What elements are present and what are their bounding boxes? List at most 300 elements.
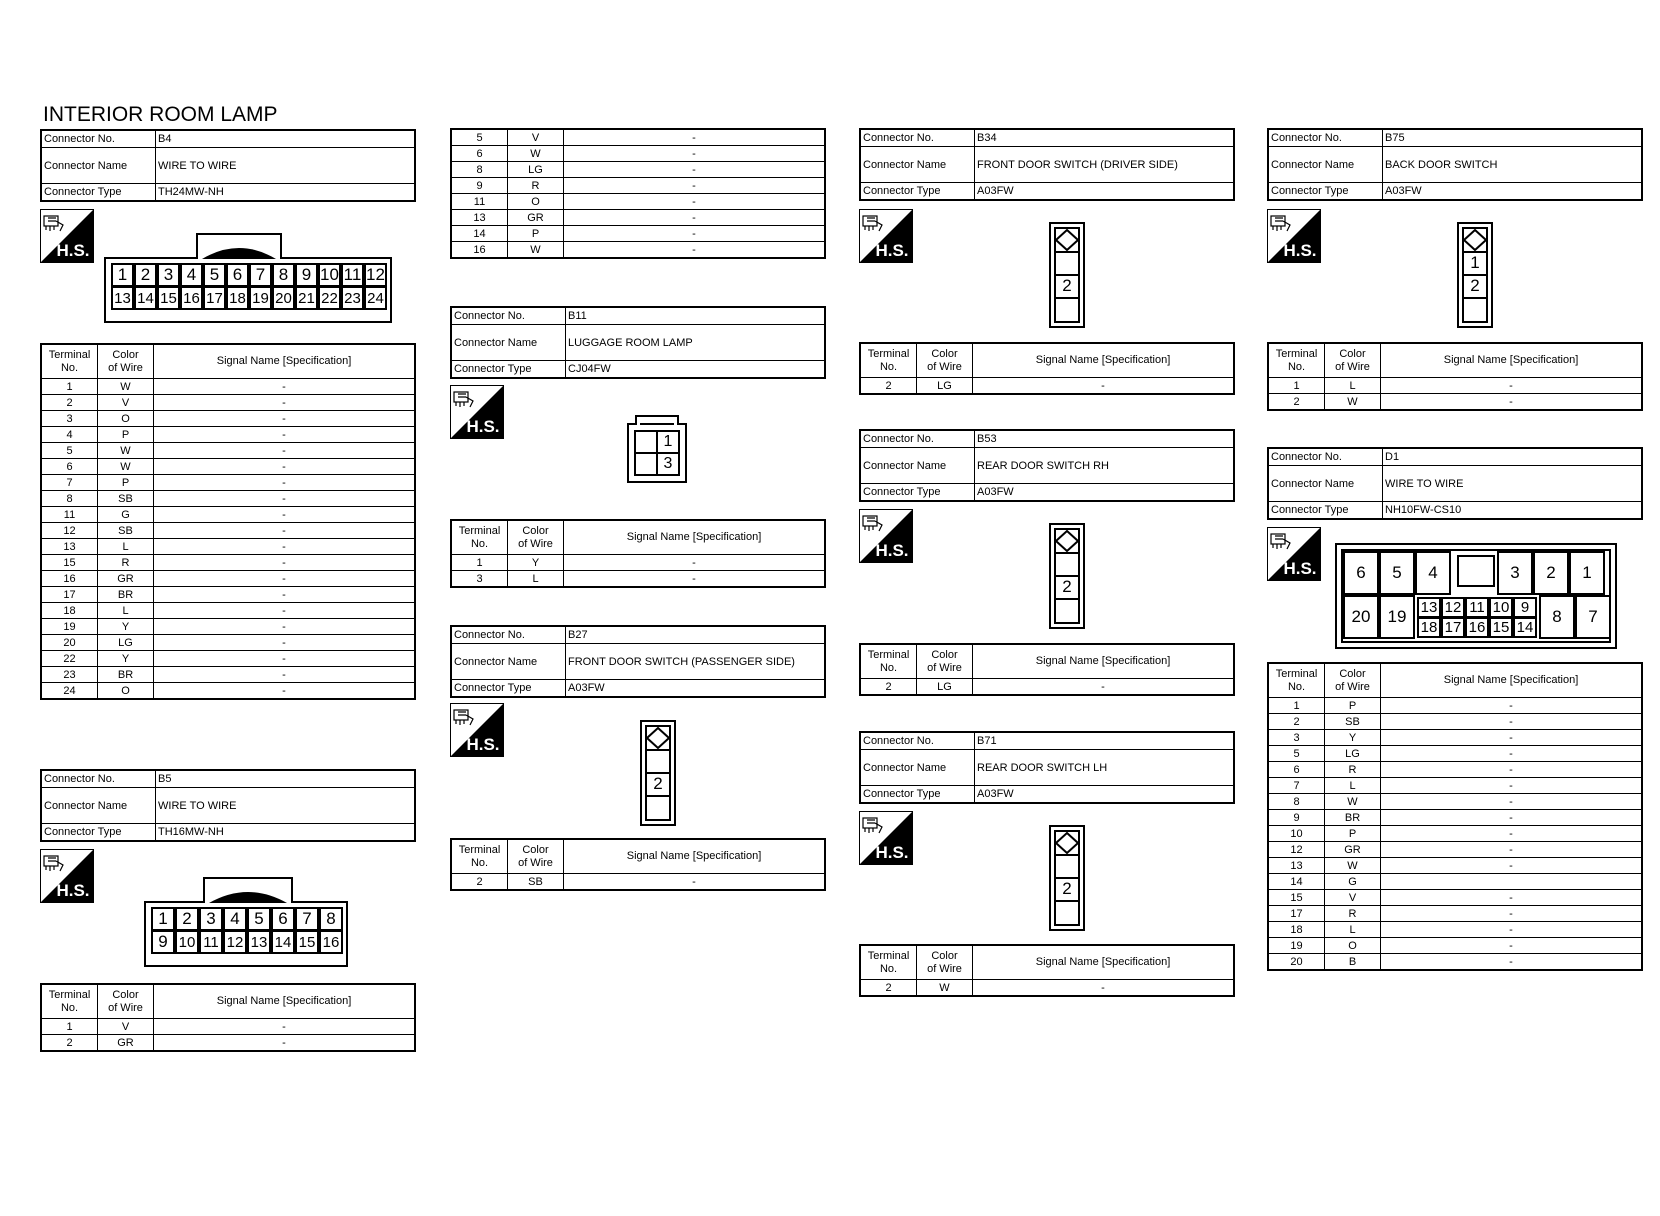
pin-cell: 2 xyxy=(175,907,199,931)
connector-b53-header xyxy=(859,429,1235,502)
pin-label: 2 xyxy=(1062,275,1072,295)
connector-name-label: Connector Name xyxy=(1268,466,1383,502)
wire-color-cell: Y xyxy=(1325,730,1381,746)
pin-label: 1 xyxy=(1470,252,1480,272)
terminal-no-header: Terminal No. xyxy=(41,344,98,379)
wire-color-cell: R xyxy=(508,178,564,194)
connector-type-label: Connector Type xyxy=(451,361,566,379)
connector-no-label: Connector No. xyxy=(41,770,156,788)
pin-cell: 1 xyxy=(1569,551,1605,595)
svg-text:H.S.: H.S. xyxy=(875,843,909,862)
connector-face-diagram xyxy=(1457,222,1493,328)
pin-cell: 13 xyxy=(1417,597,1441,618)
pin-cell: 11 xyxy=(341,263,364,287)
terminal-no-cell: 20 xyxy=(41,635,98,651)
connector-name-value: WIRE TO WIRE xyxy=(1383,466,1643,502)
page-title: INTERIOR ROOM LAMP xyxy=(43,103,278,126)
pin-cell: 1 xyxy=(111,263,134,287)
terminal-no-cell: 9 xyxy=(1268,810,1325,826)
connector-face-diagram xyxy=(1049,825,1085,931)
pin-cell xyxy=(1457,555,1495,587)
pin-cell: 9 xyxy=(295,263,318,287)
pin-cell: 16 xyxy=(1465,617,1489,638)
table-row xyxy=(41,587,415,603)
signal-name-cell: - xyxy=(1381,954,1643,971)
terminal-no-cell: 2 xyxy=(451,874,508,891)
wire-color-cell: SB xyxy=(508,874,564,891)
pin-cell: 6 xyxy=(271,907,295,931)
terminal-no-cell: 18 xyxy=(1268,922,1325,938)
signal-name-cell: - xyxy=(154,427,416,443)
table-row xyxy=(41,539,415,555)
pin-cell: 23 xyxy=(341,286,364,310)
connector-type-label: Connector Type xyxy=(860,786,975,804)
signal-name-cell: - xyxy=(1381,730,1643,746)
signal-name-cell: - xyxy=(154,555,416,571)
wire-color-cell: W xyxy=(98,443,154,459)
connector-no-label: Connector No. xyxy=(451,626,566,644)
terminal-no-header: Terminal No. xyxy=(860,343,917,378)
table-row xyxy=(1268,730,1642,746)
signal-name-cell: - xyxy=(564,226,826,242)
terminal-no-cell: 22 xyxy=(41,651,98,667)
wire-color-cell: BR xyxy=(1325,810,1381,826)
pin-cell: 14 xyxy=(1513,617,1537,638)
connector-d1-header xyxy=(1267,447,1643,520)
connector-no-label: Connector No. xyxy=(41,130,156,148)
connector-name-label: Connector Name xyxy=(451,644,566,680)
connector-face-diagram xyxy=(1049,523,1085,629)
signal-name-cell: - xyxy=(1381,826,1643,842)
wire-color-cell: SB xyxy=(98,523,154,539)
table-row xyxy=(1268,938,1642,954)
connector-name-value: FRONT DOOR SWITCH (DRIVER SIDE) xyxy=(975,147,1235,183)
connector-no-value: B11 xyxy=(566,307,826,325)
terminal-no-cell: 15 xyxy=(1268,890,1325,906)
signal-name-cell: - xyxy=(1381,778,1643,794)
terminal-no-cell: 18 xyxy=(41,603,98,619)
table-row xyxy=(451,178,825,194)
signal-name-cell: - xyxy=(154,619,416,635)
signal-name-cell: - xyxy=(564,178,826,194)
terminal-no-cell: 1 xyxy=(41,1019,98,1035)
terminal-no-cell: 15 xyxy=(41,555,98,571)
wire-color-cell: V xyxy=(508,129,564,146)
terminal-no-cell: 10 xyxy=(1268,826,1325,842)
table-row xyxy=(41,411,415,427)
harness-side-icon xyxy=(40,209,94,263)
table-row xyxy=(1268,778,1642,794)
wire-color-cell: Y xyxy=(98,651,154,667)
wire-color-cell: R xyxy=(98,555,154,571)
terminal-no-cell: 1 xyxy=(1268,698,1325,714)
pin-cell: 10 xyxy=(318,263,341,287)
harness-side-icon xyxy=(859,209,913,263)
signal-name-cell: - xyxy=(1381,890,1643,906)
pin-cell: 3 xyxy=(1497,551,1533,595)
table-row xyxy=(1268,394,1642,411)
signal-name-cell: - xyxy=(564,162,826,178)
svg-text:H.S.: H.S. xyxy=(875,541,909,560)
table-row xyxy=(41,619,415,635)
connector-type-value: A03FW xyxy=(1383,183,1643,201)
connector-type-label: Connector Type xyxy=(1268,502,1383,520)
wire-color-cell: W xyxy=(508,146,564,162)
connector-b34-header xyxy=(859,128,1235,201)
terminal-no-cell: 19 xyxy=(1268,938,1325,954)
pin-cell: 8 xyxy=(1539,595,1575,639)
signal-name-cell: - xyxy=(1381,762,1643,778)
terminal-no-cell: 20 xyxy=(1268,954,1325,971)
signal-name-cell: - xyxy=(564,571,826,588)
connector-no-value: B34 xyxy=(975,129,1235,147)
terminal-no-cell: 2 xyxy=(860,378,917,395)
wire-color-cell: L xyxy=(1325,778,1381,794)
signal-name-cell: - xyxy=(1381,938,1643,954)
table-row xyxy=(451,226,825,242)
terminal-table xyxy=(450,838,826,891)
terminal-no-cell: 17 xyxy=(41,587,98,603)
pin-cell: 4 xyxy=(1415,551,1451,595)
signal-name-cell: - xyxy=(154,539,416,555)
pin-cell: 4 xyxy=(223,907,247,931)
table-row xyxy=(41,1019,415,1035)
pin-cell: 8 xyxy=(319,907,343,931)
signal-name-cell: - xyxy=(154,603,416,619)
connector-name-value: FRONT DOOR SWITCH (PASSENGER SIDE) xyxy=(566,644,826,680)
terminal-no-cell: 3 xyxy=(451,571,508,588)
terminal-no-cell: 16 xyxy=(451,242,508,259)
connector-no-value: B71 xyxy=(975,732,1235,750)
pin-cell: 20 xyxy=(272,286,295,310)
signal-name-cell: - xyxy=(973,980,1235,997)
terminal-no-cell: 3 xyxy=(41,411,98,427)
wire-color-cell: GR xyxy=(98,571,154,587)
terminal-no-cell: 1 xyxy=(1268,378,1325,394)
terminal-no-cell: 8 xyxy=(1268,794,1325,810)
table-row xyxy=(1268,746,1642,762)
connector-type-value: A03FW xyxy=(975,786,1235,804)
connector-type-value: A03FW xyxy=(566,680,826,698)
pin-cell: 18 xyxy=(226,286,249,310)
connector-name-value: LUGGAGE ROOM LAMP xyxy=(566,325,826,361)
signal-name-cell: - xyxy=(154,395,416,411)
table-row xyxy=(41,395,415,411)
terminal-no-header: Terminal No. xyxy=(1268,663,1325,698)
table-row xyxy=(1268,842,1642,858)
wire-color-cell: W xyxy=(1325,858,1381,874)
pin-cell: 17 xyxy=(1441,617,1465,638)
connector-type-value: A03FW xyxy=(975,484,1235,502)
connector-type-label: Connector Type xyxy=(1268,183,1383,201)
connector-no-label: Connector No. xyxy=(1268,129,1383,147)
connector-no-label: Connector No. xyxy=(451,307,566,325)
color-wire-header: Color of Wire xyxy=(917,644,973,679)
terminal-no-cell: 6 xyxy=(41,459,98,475)
table-row xyxy=(41,379,415,395)
signal-name-cell: - xyxy=(564,194,826,210)
pin-cell: 19 xyxy=(249,286,272,310)
pin-cell: 15 xyxy=(295,930,319,954)
terminal-no-cell: 11 xyxy=(451,194,508,210)
table-row xyxy=(41,683,415,700)
table-row xyxy=(41,523,415,539)
terminal-no-cell: 11 xyxy=(41,507,98,523)
terminal-no-cell: 13 xyxy=(451,210,508,226)
table-row xyxy=(860,679,1234,696)
signal-name-cell: - xyxy=(154,523,416,539)
pin-cell: 10 xyxy=(175,930,199,954)
table-row xyxy=(451,194,825,210)
pin-label: 2 xyxy=(1062,878,1072,898)
terminal-no-cell: 1 xyxy=(451,555,508,571)
signal-name-cell: - xyxy=(1381,714,1643,730)
harness-side-icon xyxy=(859,509,913,563)
pin-label: 2 xyxy=(1062,576,1072,596)
wire-color-cell: LG xyxy=(917,378,973,395)
wire-color-cell: Y xyxy=(98,619,154,635)
wire-color-cell: GR xyxy=(508,210,564,226)
connector-face-diagram xyxy=(1335,543,1617,649)
table-row xyxy=(41,443,415,459)
wire-color-cell: SB xyxy=(98,491,154,507)
signal-name-cell: - xyxy=(1381,394,1643,411)
terminal-table xyxy=(1267,662,1643,971)
pin-cell: 10 xyxy=(1489,597,1513,618)
pin-cell: 16 xyxy=(319,930,343,954)
connector-name-label: Connector Name xyxy=(860,448,975,484)
terminal-table xyxy=(40,983,416,1052)
pin-cell: 4 xyxy=(180,263,203,287)
terminal-no-cell: 2 xyxy=(1268,714,1325,730)
wire-color-cell: O xyxy=(508,194,564,210)
table-row xyxy=(860,980,1234,997)
table-row xyxy=(1268,858,1642,874)
signal-name-cell: - xyxy=(154,683,416,700)
terminal-table xyxy=(859,643,1235,696)
wire-color-cell: L xyxy=(98,539,154,555)
connector-b71-header xyxy=(859,731,1235,804)
signal-name-cell: - xyxy=(564,555,826,571)
table-row xyxy=(1268,378,1642,394)
signal-name-cell: - xyxy=(154,491,416,507)
harness-side-icon xyxy=(1267,527,1321,581)
connector-face-diagram xyxy=(640,720,676,826)
wire-color-cell: P xyxy=(1325,826,1381,842)
svg-text:H.S.: H.S. xyxy=(875,241,909,260)
signal-name-cell: - xyxy=(154,651,416,667)
signal-name-cell: - xyxy=(154,475,416,491)
wire-color-cell: P xyxy=(98,427,154,443)
pin-cell: 5 xyxy=(247,907,271,931)
terminal-no-cell: 14 xyxy=(451,226,508,242)
harness-side-icon xyxy=(450,385,504,439)
connector-type-value: TH24MW-NH xyxy=(156,184,416,202)
table-row xyxy=(1268,762,1642,778)
pin-cell xyxy=(634,452,658,476)
terminal-no-cell: 12 xyxy=(41,523,98,539)
svg-text:H.S.: H.S. xyxy=(56,241,90,260)
color-wire-header: Color of Wire xyxy=(917,343,973,378)
svg-text:H.S.: H.S. xyxy=(1283,559,1317,578)
terminal-no-cell: 8 xyxy=(41,491,98,507)
wire-color-cell: P xyxy=(508,226,564,242)
table-row xyxy=(41,459,415,475)
connector-name-label: Connector Name xyxy=(41,148,156,184)
terminal-no-header: Terminal No. xyxy=(1268,343,1325,378)
connector-no-label: Connector No. xyxy=(860,732,975,750)
signal-name-header: Signal Name [Specification] xyxy=(564,520,826,555)
terminal-no-cell: 16 xyxy=(41,571,98,587)
signal-name-cell: - xyxy=(154,411,416,427)
terminal-no-cell: 3 xyxy=(1268,730,1325,746)
terminal-no-header: Terminal No. xyxy=(41,984,98,1019)
pin-label: 2 xyxy=(1470,275,1480,295)
wire-color-cell: O xyxy=(98,683,154,700)
terminal-no-cell: 13 xyxy=(41,539,98,555)
pin-cell: 7 xyxy=(1575,595,1611,639)
terminal-no-cell: 14 xyxy=(1268,874,1325,890)
terminal-no-cell: 8 xyxy=(451,162,508,178)
terminal-no-cell: 1 xyxy=(41,379,98,395)
terminal-table xyxy=(859,342,1235,395)
wire-color-cell: L xyxy=(98,603,154,619)
pin-cell: 13 xyxy=(247,930,271,954)
signal-name-cell: - xyxy=(1381,842,1643,858)
terminal-table xyxy=(450,128,826,259)
table-row xyxy=(1268,890,1642,906)
table-row xyxy=(41,475,415,491)
wire-color-cell: P xyxy=(98,475,154,491)
harness-side-icon xyxy=(40,849,94,903)
terminal-no-header: Terminal No. xyxy=(860,644,917,679)
table-row xyxy=(1268,794,1642,810)
signal-name-cell: - xyxy=(1381,858,1643,874)
signal-name-cell: - xyxy=(154,1035,416,1052)
table-row xyxy=(1268,906,1642,922)
pin-cell: 3 xyxy=(656,452,680,476)
pin-cell: 6 xyxy=(1343,551,1379,595)
terminal-no-header: Terminal No. xyxy=(451,520,508,555)
signal-name-header: Signal Name [Specification] xyxy=(1381,663,1643,698)
color-wire-header: Color of Wire xyxy=(98,344,154,379)
pin-cell: 2 xyxy=(1533,551,1569,595)
signal-name-cell: - xyxy=(154,443,416,459)
connector-name-label: Connector Name xyxy=(451,325,566,361)
pin-cell: 18 xyxy=(1417,617,1441,638)
table-row xyxy=(451,210,825,226)
pin-label: 2 xyxy=(653,773,663,793)
connector-name-label: Connector Name xyxy=(860,147,975,183)
pin-cell: 3 xyxy=(157,263,180,287)
wire-color-cell: R xyxy=(1325,762,1381,778)
connector-b5-header xyxy=(40,769,416,842)
pin-cell: 3 xyxy=(199,907,223,931)
connector-no-value: B27 xyxy=(566,626,826,644)
wire-color-cell: LG xyxy=(98,635,154,651)
wire-color-cell: G xyxy=(98,507,154,523)
table-row xyxy=(41,491,415,507)
signal-name-cell: - xyxy=(154,571,416,587)
color-wire-header: Color of Wire xyxy=(98,984,154,1019)
signal-name-cell: - xyxy=(154,635,416,651)
pin-cell: 24 xyxy=(364,286,387,310)
table-row xyxy=(41,651,415,667)
terminal-no-cell: 5 xyxy=(1268,746,1325,762)
connector-no-value: D1 xyxy=(1383,448,1643,466)
connector-name-value: REAR DOOR SWITCH RH xyxy=(975,448,1235,484)
table-row xyxy=(41,427,415,443)
signal-name-header: Signal Name [Specification] xyxy=(564,839,826,874)
wire-color-cell: LG xyxy=(508,162,564,178)
terminal-no-cell: 4 xyxy=(41,427,98,443)
signal-name-cell: - xyxy=(154,667,416,683)
terminal-table xyxy=(859,944,1235,997)
table-row xyxy=(41,555,415,571)
table-row xyxy=(1268,698,1642,714)
connector-no-label: Connector No. xyxy=(860,129,975,147)
connector-type-value: A03FW xyxy=(975,183,1235,201)
connector-name-value: BACK DOOR SWITCH xyxy=(1383,147,1643,183)
connector-b75-header xyxy=(1267,128,1643,201)
connector-face-diagram xyxy=(1049,222,1085,328)
table-row xyxy=(451,242,825,259)
table-row xyxy=(41,667,415,683)
harness-side-icon xyxy=(1267,209,1321,263)
pin-cell: 1 xyxy=(656,430,680,454)
connector-no-value: B4 xyxy=(156,130,416,148)
wire-color-cell: W xyxy=(508,242,564,259)
terminal-no-cell: 17 xyxy=(1268,906,1325,922)
signal-name-cell: - xyxy=(154,1019,416,1035)
terminal-no-cell: 23 xyxy=(41,667,98,683)
table-row xyxy=(451,146,825,162)
pin-cell: 7 xyxy=(249,263,272,287)
table-row xyxy=(1268,922,1642,938)
pin-cell: 12 xyxy=(1441,597,1465,618)
terminal-no-cell: 2 xyxy=(860,679,917,696)
terminal-table xyxy=(450,519,826,588)
wire-color-cell: L xyxy=(1325,378,1381,394)
wire-color-cell: V xyxy=(98,395,154,411)
signal-name-cell: - xyxy=(564,242,826,259)
wire-color-cell: SB xyxy=(1325,714,1381,730)
table-row xyxy=(451,162,825,178)
harness-side-icon xyxy=(859,811,913,865)
connector-no-label: Connector No. xyxy=(860,430,975,448)
wire-color-cell: W xyxy=(917,980,973,997)
signal-name-cell xyxy=(1381,874,1643,890)
wire-color-cell: V xyxy=(1325,890,1381,906)
table-row xyxy=(451,129,825,146)
color-wire-header: Color of Wire xyxy=(508,839,564,874)
connector-type-label: Connector Type xyxy=(451,680,566,698)
color-wire-header: Color of Wire xyxy=(1325,343,1381,378)
terminal-no-cell: 9 xyxy=(451,178,508,194)
signal-name-cell: - xyxy=(154,587,416,603)
wire-color-cell: R xyxy=(1325,906,1381,922)
pin-cell: 17 xyxy=(203,286,226,310)
connector-b11-header xyxy=(450,306,826,379)
signal-name-header: Signal Name [Specification] xyxy=(1381,343,1643,378)
connector-face-diagram xyxy=(626,414,688,484)
color-wire-header: Color of Wire xyxy=(1325,663,1381,698)
signal-name-cell: - xyxy=(564,210,826,226)
pin-cell: 20 xyxy=(1343,595,1379,639)
connector-name-value: REAR DOOR SWITCH LH xyxy=(975,750,1235,786)
svg-text:H.S.: H.S. xyxy=(466,735,500,754)
signal-name-cell: - xyxy=(564,146,826,162)
